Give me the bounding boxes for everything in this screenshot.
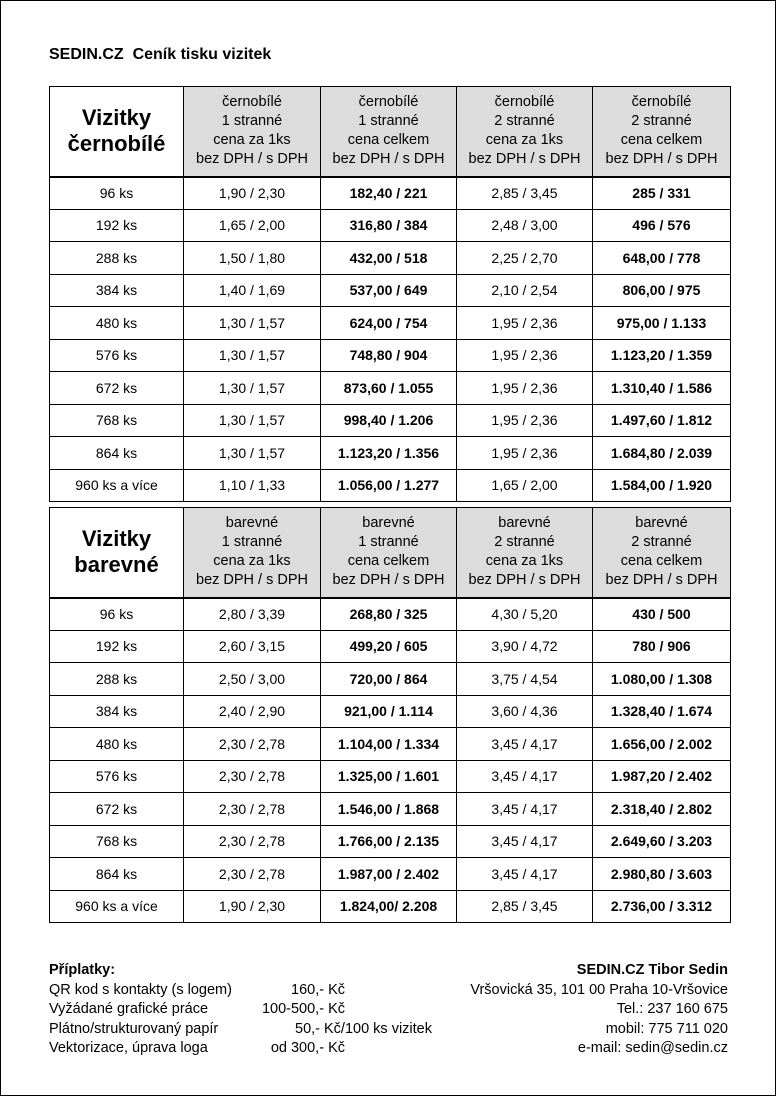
price-cell: 806,00 / 975 (593, 274, 731, 307)
color-table-row (50, 695, 731, 728)
price-cell: 1.123,20 / 1.356 (321, 437, 457, 470)
price-cell: 1.080,00 / 1.308 (593, 663, 731, 696)
price-cell: 2,25 / 2,70 (457, 242, 593, 275)
surcharges-heading: Příplatky: (49, 962, 116, 978)
quantity-cell: 672 ks (50, 372, 184, 405)
color-table-row (50, 663, 731, 696)
price-cell: 3,45 / 4,17 (457, 858, 593, 891)
price-cell: 2,30 / 2,78 (184, 858, 321, 891)
quantity-cell: 288 ks (50, 242, 184, 275)
bw-section-title: Vizitky černobílé (50, 87, 184, 177)
bw-table-row (50, 209, 731, 242)
color-table-row (50, 858, 731, 891)
price-cell: 2,40 / 2,90 (184, 695, 321, 728)
quantity-cell: 192 ks (50, 209, 184, 242)
quantity-cell: 576 ks (50, 760, 184, 793)
price-cell: 1,90 / 2,30 (184, 177, 321, 210)
price-cell: 3,90 / 4,72 (457, 630, 593, 663)
price-cell: 268,80 / 325 (321, 598, 457, 631)
price-cell: 1.656,00 / 2.002 (593, 728, 731, 761)
price-cell: 1,95 / 2,36 (457, 307, 593, 340)
surcharge-item (49, 981, 469, 1001)
bw-table-row (50, 372, 731, 405)
quantity-cell: 384 ks (50, 274, 184, 307)
price-cell: 1.310,40 / 1.586 (593, 372, 731, 405)
price-cell: 182,40 / 221 (321, 177, 457, 210)
price-cell: 780 / 906 (593, 630, 731, 663)
price-cell: 2,30 / 2,78 (184, 760, 321, 793)
bw-table-row (50, 242, 731, 275)
surcharge-item (49, 1039, 469, 1059)
color-col-header: barevné 2 stranné cena za 1ks bez DPH / s DPH (457, 508, 593, 598)
price-cell: 1.497,60 / 1.812 (593, 404, 731, 437)
price-cell: 1,30 / 1,57 (184, 404, 321, 437)
price-cell: 1.987,00 / 2.402 (321, 858, 457, 891)
price-cell: 2,48 / 3,00 (457, 209, 593, 242)
price-cell: 537,00 / 649 (321, 274, 457, 307)
price-cell: 1,90 / 2,30 (184, 890, 321, 923)
price-cell: 624,00 / 754 (321, 307, 457, 340)
price-cell: 2,30 / 2,78 (184, 825, 321, 858)
price-cell: 1.584,00 / 1.920 (593, 469, 731, 502)
bw-table-row (50, 339, 731, 372)
surcharge-label: Vyžádané grafické práce (49, 1001, 209, 1017)
color-table-row (50, 825, 731, 858)
price-cell: 2,30 / 2,78 (184, 728, 321, 761)
price-cell: 3,60 / 4,36 (457, 695, 593, 728)
surcharge-label: QR kod s kontakty (s logem) (49, 981, 232, 998)
color-price-table (49, 507, 731, 923)
price-cell: 2.736,00 / 3.312 (593, 890, 731, 923)
price-cell: 1,95 / 2,36 (457, 372, 593, 405)
price-cell: 1.684,80 / 2.039 (593, 437, 731, 470)
price-cell: 1,30 / 1,57 (184, 372, 321, 405)
company-name: SEDIN.CZ Tibor Sedin (576, 962, 728, 978)
price-cell: 432,00 / 518 (321, 242, 457, 275)
price-cell: 1.104,00 / 1.334 (321, 728, 457, 761)
bw-table-row (50, 437, 731, 470)
price-cell: 3,75 / 4,54 (457, 663, 593, 696)
quantity-cell: 384 ks (50, 695, 184, 728)
color-table-row (50, 890, 731, 923)
price-cell: 496 / 576 (593, 209, 731, 242)
color-table-row (50, 793, 731, 826)
price-cell: 648,00 / 778 (593, 242, 731, 275)
price-cell: 499,20 / 605 (321, 630, 457, 663)
quantity-cell: 768 ks (50, 825, 184, 858)
quantity-cell: 192 ks (50, 630, 184, 663)
price-cell: 873,60 / 1.055 (321, 372, 457, 405)
company-email[interactable]: e-mail: sedin@sedin.cz (577, 1040, 728, 1056)
price-cell: 720,00 / 864 (321, 663, 457, 696)
quantity-cell: 672 ks (50, 793, 184, 826)
price-cell: 3,45 / 4,17 (457, 760, 593, 793)
price-cell: 3,45 / 4,17 (457, 793, 593, 826)
price-cell: 1,65 / 2,00 (457, 469, 593, 502)
price-cell: 1,65 / 2,00 (184, 209, 321, 242)
surcharge-label: Vektorizace, úprava loga (49, 1040, 208, 1056)
bw-col-header: černobílé 2 stranné cena za 1ks bez DPH / s DPH (457, 87, 593, 177)
price-cell: 1.325,00 / 1.601 (321, 760, 457, 793)
quantity-cell: 768 ks (50, 404, 184, 437)
quantity-cell: 864 ks (50, 858, 184, 891)
color-header-row (50, 508, 731, 598)
quantity-cell: 96 ks (50, 177, 184, 210)
price-cell: 2,60 / 3,15 (184, 630, 321, 663)
price-cell: 2.649,60 / 3.203 (593, 825, 731, 858)
quantity-cell: 480 ks (50, 307, 184, 340)
price-cell: 1.123,20 / 1.359 (593, 339, 731, 372)
price-cell: 1,40 / 1,69 (184, 274, 321, 307)
quantity-cell: 576 ks (50, 339, 184, 372)
price-cell: 2,50 / 3,00 (184, 663, 321, 696)
bw-table-row (50, 177, 731, 210)
quantity-cell: 288 ks (50, 663, 184, 696)
color-col-header: barevné 2 stranné cena celkem bez DPH / s DPH (593, 508, 731, 598)
price-cell: 2,10 / 2,54 (457, 274, 593, 307)
price-cell: 1.824,00/ 2.208 (321, 890, 457, 923)
quantity-cell: 960 ks a více (50, 890, 184, 923)
bw-table-row (50, 307, 731, 340)
quantity-cell: 864 ks (50, 437, 184, 470)
surcharge-value: 50,- Kč/100 ks vizitek (295, 1020, 432, 1037)
price-cell: 1,95 / 2,36 (457, 339, 593, 372)
price-cell: 2,30 / 2,78 (184, 793, 321, 826)
color-col-header: barevné 1 stranné cena celkem bez DPH / s DPH (321, 508, 457, 598)
surcharge-item (49, 1000, 469, 1020)
color-table-row (50, 630, 731, 663)
price-cell: 1,30 / 1,57 (184, 339, 321, 372)
surcharge-value: 100-500,- Kč (261, 1001, 345, 1017)
surcharges-block (49, 961, 469, 1059)
price-cell: 430 / 500 (593, 598, 731, 631)
price-cell: 2,80 / 3,39 (184, 598, 321, 631)
price-cell: 2.980,80 / 3.603 (593, 858, 731, 891)
price-cell: 975,00 / 1.133 (593, 307, 731, 340)
price-cell: 2.318,40 / 2.802 (593, 793, 731, 826)
price-cell: 748,80 / 904 (321, 339, 457, 372)
price-cell: 1,10 / 1,33 (184, 469, 321, 502)
price-cell: 1,30 / 1,57 (184, 307, 321, 340)
bw-col-header: černobílé 1 stranné cena za 1ks bez DPH / s DPH (184, 87, 321, 177)
quantity-cell: 960 ks a více (50, 469, 184, 502)
price-cell: 285 / 331 (593, 177, 731, 210)
surcharge-label: Plátno/strukturovaný papír (49, 1020, 219, 1037)
page-title: SEDIN.CZ Ceník tisku vizitek (49, 46, 272, 63)
contact-block (428, 961, 728, 1059)
price-cell: 2,85 / 3,45 (457, 177, 593, 210)
surcharge-item (49, 1020, 469, 1040)
price-cell: 921,00 / 1.114 (321, 695, 457, 728)
company-address: Vršovická 35, 101 00 Praha 10-Vršovice (470, 981, 728, 998)
price-cell: 3,45 / 4,17 (457, 825, 593, 858)
quantity-cell: 96 ks (50, 598, 184, 631)
bw-price-table (49, 86, 731, 502)
price-cell: 1.987,20 / 2.402 (593, 760, 731, 793)
bw-table-row (50, 274, 731, 307)
color-table-row (50, 728, 731, 761)
bw-col-header: černobílé 1 stranné cena celkem bez DPH / s DPH (321, 87, 457, 177)
price-cell: 1.056,00 / 1.277 (321, 469, 457, 502)
price-cell: 1,95 / 2,36 (457, 437, 593, 470)
price-cell: 2,85 / 3,45 (457, 890, 593, 923)
color-section-title: Vizitky barevné (50, 508, 184, 598)
price-cell: 4,30 / 5,20 (457, 598, 593, 631)
price-cell: 1.766,00 / 2.135 (321, 825, 457, 858)
color-table-row (50, 760, 731, 793)
color-col-header: barevné 1 stranné cena za 1ks bez DPH / s DPH (184, 508, 321, 598)
color-table-row (50, 598, 731, 631)
price-cell: 1.546,00 / 1.868 (321, 793, 457, 826)
price-cell: 998,40 / 1.206 (321, 404, 457, 437)
price-cell: 1,95 / 2,36 (457, 404, 593, 437)
bw-col-header: černobílé 2 stranné cena celkem bez DPH / s DPH (593, 87, 731, 177)
price-cell: 1,30 / 1,57 (184, 437, 321, 470)
surcharge-value: 160,- Kč (291, 981, 345, 998)
price-cell: 316,80 / 384 (321, 209, 457, 242)
bw-table-row (50, 404, 731, 437)
bw-table-row (50, 469, 731, 502)
surcharge-value: od 300,- Kč (270, 1040, 345, 1056)
company-phone: Tel.: 237 160 675 (616, 1001, 728, 1017)
price-cell: 1.328,40 / 1.674 (593, 695, 731, 728)
company-mobile: mobil: 775 711 020 (605, 1020, 728, 1037)
quantity-cell: 480 ks (50, 728, 184, 761)
price-cell: 3,45 / 4,17 (457, 728, 593, 761)
price-cell: 1,50 / 1,80 (184, 242, 321, 275)
bw-header-row (50, 87, 731, 177)
